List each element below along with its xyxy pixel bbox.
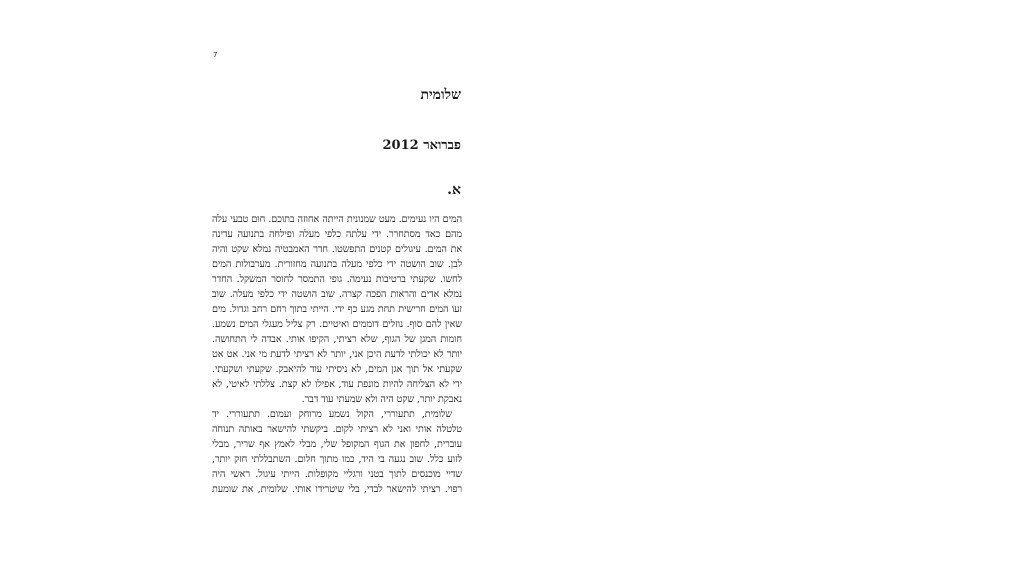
text-line: את המים. עיגולים קטנים התפשטו. חדר האמבטיה נמלא שקט והיה bbox=[212, 244, 462, 255]
text-line: נאבקת יותר, שקט היה ולא שמעתי עוד דבר. bbox=[301, 394, 462, 405]
text-line: נמלא אדים והראות הפכה קצרה. שוב הושטה ידי כלפי מעלה. שוב bbox=[212, 289, 462, 300]
text-line: לזוע כלל. שוב נגעה בי היד, כמו מתוך חלום. השתבללתי חזק יותר, bbox=[212, 454, 462, 465]
text-line: לחשו. שקעתי ברטיבות נעימה. גופי התמסר לחוסר המשקל. החדר bbox=[212, 274, 462, 285]
paragraph bbox=[212, 407, 462, 497]
text-line: שאין להם סוף. נוזלים דוממים ואיטיים. רק צליל מעגלי המים נשמע. bbox=[212, 319, 462, 330]
text-line: יותר לא יכולתי לדעת היכן אני, יותר לא רציתי לדעת מי אני. אט אט bbox=[212, 349, 462, 360]
text-line: שקעתי אל תוך אגן המים, לא ניסיתי עוד להיאבק. שקעתי ושקעתי. bbox=[212, 364, 462, 375]
chapter-date: פברואר 2012 bbox=[382, 138, 461, 153]
section-heading: א. bbox=[447, 182, 461, 198]
text-line: מהם כאד מסתחרר. ידי עלתה כלפי מעלה ופילחה בתנועה עדינה bbox=[212, 229, 462, 240]
text-line: רפוי. רציתי להישאר לבדי, בלי שיטרידו אותי. שלומית, את שומעת bbox=[212, 484, 462, 495]
text-line: חומות המגן של הגוף, שלא רציתי, הקיפו אותי. אבדה לי התחושה. bbox=[212, 334, 462, 345]
chapter-title: שלומית bbox=[420, 87, 461, 103]
body-text bbox=[212, 212, 462, 497]
paragraph bbox=[212, 212, 462, 407]
text-line: טלטלה אותי ואני לא רציתי לקום. ביקשתי להישאר באותה תנוחה bbox=[212, 424, 462, 435]
text-line: ידי לא הצליחה להיות מונפת עוד, אפילו לא קצת. צללתי לאיטי, לא bbox=[212, 379, 462, 390]
text-line: המים היו נעימים. מעט שמנונית הייתה אחוזה בתוכם. חום טבעי עלה bbox=[212, 214, 462, 225]
text-line: עוברית, לחפון את הגוף המקופל שלי, מבלי לאמץ אף שריר, מבלי bbox=[212, 439, 462, 450]
text-line: זעו המים חרישית תחת מגע כף ידי. הייתי בתוך רחם רחב וגדול. מים bbox=[212, 304, 462, 315]
text-line: שדיי מוכנסים לתוך בטני ורגליי מקופלות. הייתי עיגול. ראשי היה bbox=[212, 469, 462, 480]
text-line: שלומית, תתעוררי, הקול נשמע מרוחק ועמום. תתעוררי. יד bbox=[212, 409, 452, 420]
text-line: לבן. שוב הושטה ידי כלפי מעלה בתנועה מחזורית. מערבולות המים bbox=[212, 259, 462, 270]
page-number: 7 bbox=[213, 51, 218, 59]
